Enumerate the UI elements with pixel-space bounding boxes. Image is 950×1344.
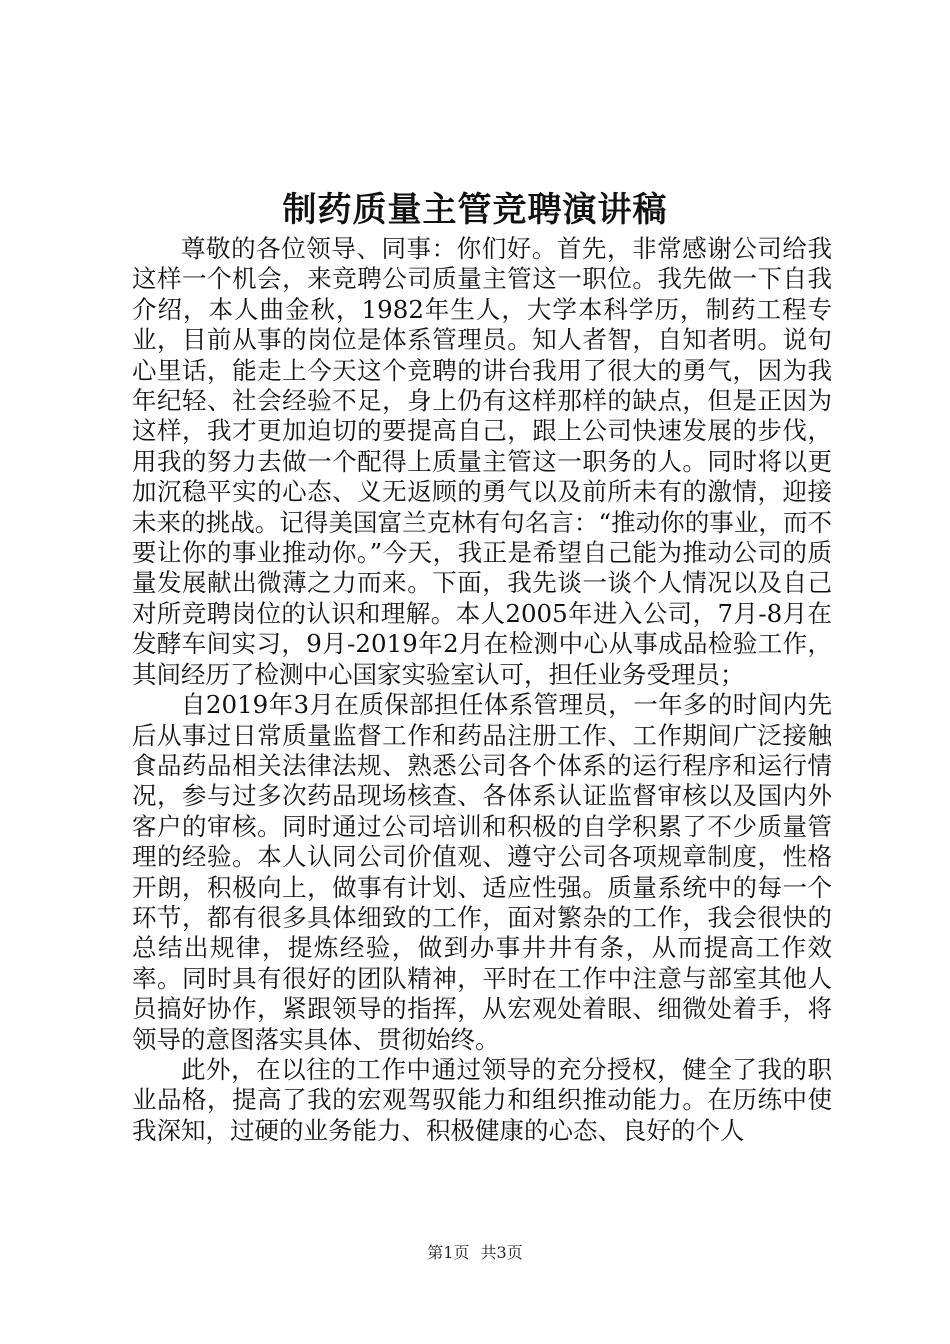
document-title: 制药质量主管竞聘演讲稿 [282,190,668,230]
page-total: 共3页 [480,1243,523,1262]
body-paragraph: 此外，在以往的工作中通过领导的充分授权，健全了我的职业品格，提高了我的宏观驾驭能力和组织推动能力。在历练中使我深知，过硬的业务能力、积极健康的心态、良好的个人 [132,1054,832,1145]
document-body [132,234,832,1146]
page-footer [0,1242,950,1264]
body-paragraph: 自2019年3月在质保部担任体系管理员，一年多的时间内先后从事过日常质量监督工作和药品注册工作、工作期间广泛接触食品药品相关法律法规、熟悉公司各个体系的运行程序和运行情况，参与过多次药品现场核查、各体系认证监督审核以及国内外客户的审核。同时通过公司培训和积极的自学积累了不少质量管理的经验。本人认同公司价值观、遵守公司各项规章制度，性格开朗，积极向上，做事有计划、适应性强。质量系统中的每一个环节，都有很多具体细致的工作，面对繁杂的工作，我会很快的总结出规律，提炼经验，做到办事井井有条，从而提高工作效率。同时具有很好的团队精神，平时在工作中注意与部室其他人员搞好协作，紧跟领导的指挥，从宏观处着眼、细微处着手，将领导的意图落实具体、贯彻始终。 [132,690,832,1054]
body-paragraph: 尊敬的各位领导、同事：你们好。首先，非常感谢公司给我这样一个机会，来竞聘公司质量主管这一职位。我先做一下自我介绍，本人曲金秋，1982年生人，大学本科学历，制药工程专业，目前从事的岗位是体系管理员。知人者智，自知者明。说句心里话，能走上今天这个竞聘的讲台我用了很大的勇气，因为我年纪轻、社会经验不足，身上仍有这样那样的缺点，但是正因为这样，我才更加迫切的要提高自己，跟上公司快速发展的步伐，用我的努力去做一个配得上质量主管这一职务的人。同时将以更加沉稳平实的心态、义无返顾的勇气以及前所未有的激情，迎接未来的挑战。记得美国富兰克林有句名言：“推动你的事业，而不要让你的事业推动你。”今天，我正是希望自己能为推动公司的质量发展献出微薄之力而来。下面，我先谈一谈个人情况以及自己对所竞聘岗位的认识和理解。本人2005年进入公司，7月-8月在发酵车间实习，9月-2019年2月在检测中心从事成品检验工作，其间经历了检测中心国家实验室认可，担任业务受理员； [132,234,832,689]
page-number: 第1页 [427,1243,470,1262]
